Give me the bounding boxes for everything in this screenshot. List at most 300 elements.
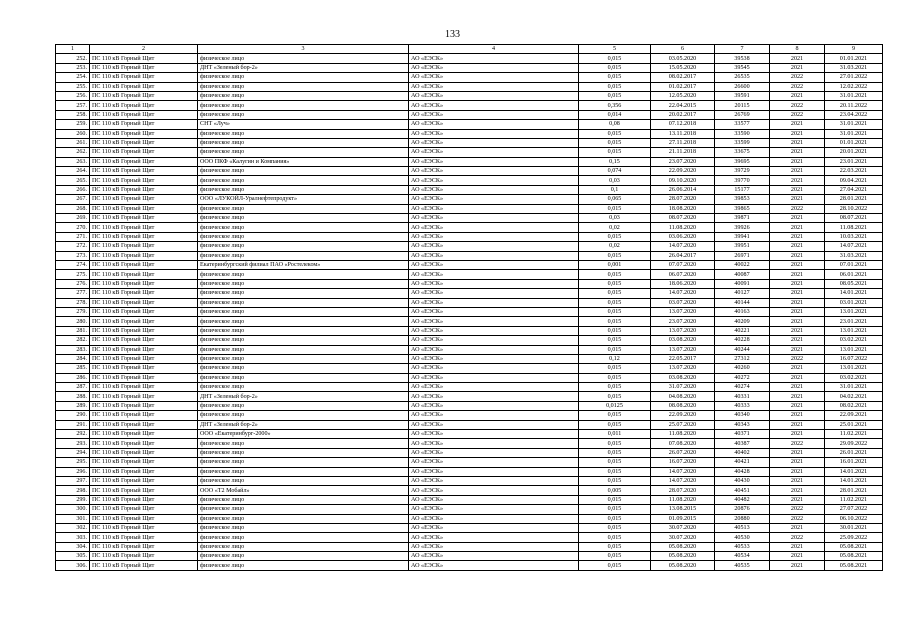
- deadline-cell: 26.01.2021: [825, 448, 883, 457]
- substation-cell: ПС 110 кВ Горный Щит: [90, 157, 198, 166]
- substation-cell: ПС 110 кВ Горный Щит: [90, 467, 198, 476]
- year-cell: 2021: [770, 542, 825, 551]
- deadline-cell: 31.01.2021: [825, 91, 883, 100]
- power-cell: 0,015: [579, 420, 651, 429]
- applicant-cell: физическое лицо: [198, 91, 409, 100]
- row-number-cell: 298.: [56, 486, 90, 495]
- deadline-cell: 13.01.2021: [825, 307, 883, 316]
- power-cell: 0,015: [579, 495, 651, 504]
- deadline-cell: 05.08.2021: [825, 542, 883, 551]
- table-row: [56, 439, 883, 448]
- deadline-cell: 27.01.2022: [825, 73, 883, 82]
- power-cell: 0,015: [579, 279, 651, 288]
- year-cell: 2021: [770, 523, 825, 532]
- year-cell: 2021: [770, 458, 825, 467]
- substation-cell: ПС 110 кВ Горный Щит: [90, 552, 198, 561]
- row-number-cell: 295.: [56, 458, 90, 467]
- power-cell: 0,015: [579, 476, 651, 485]
- substation-cell: ПС 110 кВ Горный Щит: [90, 289, 198, 298]
- application-date-cell: 06.07.2020: [651, 270, 715, 279]
- year-cell: 2021: [770, 223, 825, 232]
- application-date-cell: 28.07.2020: [651, 486, 715, 495]
- header-cell: 7: [715, 45, 770, 54]
- table-row: [56, 354, 883, 363]
- application-date-cell: 08.08.2020: [651, 401, 715, 410]
- grid-company-cell: АО «ЕЭСК»: [409, 336, 579, 345]
- applicant-cell: физическое лицо: [198, 561, 409, 570]
- contract-number-cell: 40428: [715, 467, 770, 476]
- table-row: [56, 345, 883, 354]
- substation-cell: ПС 110 кВ Горный Щит: [90, 448, 198, 457]
- grid-company-cell: АО «ЕЭСК»: [409, 167, 579, 176]
- deadline-cell: 14.01.2021: [825, 476, 883, 485]
- contract-number-cell: 40535: [715, 561, 770, 570]
- row-number-cell: 255.: [56, 82, 90, 91]
- table-row: [56, 383, 883, 392]
- deadline-cell: 23.01.2021: [825, 317, 883, 326]
- grid-company-cell: АО «ЕЭСК»: [409, 448, 579, 457]
- power-cell: 0,015: [579, 533, 651, 542]
- row-number-cell: 296.: [56, 467, 90, 476]
- header-cell: 2: [90, 45, 198, 54]
- table-row: [56, 204, 883, 213]
- row-number-cell: 278.: [56, 298, 90, 307]
- table-row: [56, 129, 883, 138]
- contract-number-cell: 39545: [715, 63, 770, 72]
- power-cell: 0,015: [579, 505, 651, 514]
- row-number-cell: 263.: [56, 157, 90, 166]
- power-cell: 0,02: [579, 223, 651, 232]
- application-date-cell: 13.07.2020: [651, 364, 715, 373]
- grid-company-cell: АО «ЕЭСК»: [409, 354, 579, 363]
- substation-cell: ПС 110 кВ Горный Щит: [90, 185, 198, 194]
- table-row: [56, 298, 883, 307]
- grid-company-cell: АО «ЕЭСК»: [409, 289, 579, 298]
- substation-cell: ПС 110 кВ Горный Щит: [90, 561, 198, 570]
- grid-company-cell: АО «ЕЭСК»: [409, 439, 579, 448]
- row-number-cell: 266.: [56, 185, 90, 194]
- table-row: [56, 279, 883, 288]
- year-cell: 2021: [770, 279, 825, 288]
- table-row: [56, 561, 883, 570]
- row-number-cell: 306.: [56, 561, 90, 570]
- table-row: [56, 214, 883, 223]
- row-number-cell: 305.: [56, 552, 90, 561]
- grid-company-cell: АО «ЕЭСК»: [409, 120, 579, 129]
- contract-number-cell: 39538: [715, 54, 770, 63]
- applicant-cell: физическое лицо: [198, 552, 409, 561]
- deadline-cell: 01.01.2021: [825, 54, 883, 63]
- application-date-cell: 11.08.2020: [651, 430, 715, 439]
- deadline-cell: 03.02.2021: [825, 373, 883, 382]
- row-number-cell: 275.: [56, 270, 90, 279]
- table-row: [56, 82, 883, 91]
- power-cell: 0,015: [579, 148, 651, 157]
- application-date-cell: 05.08.2020: [651, 542, 715, 551]
- row-number-cell: 303.: [56, 533, 90, 542]
- year-cell: 2021: [770, 289, 825, 298]
- application-date-cell: 05.08.2020: [651, 561, 715, 570]
- application-date-cell: 14.07.2020: [651, 467, 715, 476]
- year-cell: 2022: [770, 354, 825, 363]
- application-date-cell: 14.07.2020: [651, 242, 715, 251]
- deadline-cell: 27.04.2021: [825, 185, 883, 194]
- year-cell: 2022: [770, 73, 825, 82]
- substation-cell: ПС 110 кВ Горный Щит: [90, 542, 198, 551]
- year-cell: 2021: [770, 185, 825, 194]
- substation-cell: ПС 110 кВ Горный Щит: [90, 54, 198, 63]
- application-date-cell: 03.05.2020: [651, 54, 715, 63]
- contract-number-cell: 40340: [715, 411, 770, 420]
- contract-number-cell: 20876: [715, 505, 770, 514]
- grid-company-cell: АО «ЕЭСК»: [409, 345, 579, 354]
- substation-cell: ПС 110 кВ Горный Щит: [90, 420, 198, 429]
- deadline-cell: 06.10.2022: [825, 514, 883, 523]
- table-row: [56, 317, 883, 326]
- year-cell: 2021: [770, 91, 825, 100]
- grid-company-cell: АО «ЕЭСК»: [409, 364, 579, 373]
- deadline-cell: 14.01.2021: [825, 467, 883, 476]
- deadline-cell: 20.11.2022: [825, 101, 883, 110]
- application-date-cell: 14.07.2020: [651, 476, 715, 485]
- year-cell: 2021: [770, 495, 825, 504]
- applicant-cell: физическое лицо: [198, 279, 409, 288]
- deadline-cell: 31.01.2021: [825, 129, 883, 138]
- applicant-cell: физическое лицо: [198, 167, 409, 176]
- power-cell: 0,015: [579, 542, 651, 551]
- row-number-cell: 257.: [56, 101, 90, 110]
- power-cell: 0,03: [579, 176, 651, 185]
- power-cell: 0,015: [579, 336, 651, 345]
- application-date-cell: 04.08.2020: [651, 392, 715, 401]
- grid-company-cell: АО «ЕЭСК»: [409, 54, 579, 63]
- substation-cell: ПС 110 кВ Горный Щит: [90, 129, 198, 138]
- contract-number-cell: 39865: [715, 204, 770, 213]
- header-cell: 4: [409, 45, 579, 54]
- year-cell: 2021: [770, 364, 825, 373]
- substation-cell: ПС 110 кВ Горный Щит: [90, 232, 198, 241]
- power-cell: 0,015: [579, 448, 651, 457]
- applicant-cell: физическое лицо: [198, 129, 409, 138]
- deadline-cell: 14.01.2021: [825, 289, 883, 298]
- grid-company-cell: АО «ЕЭСК»: [409, 204, 579, 213]
- contract-number-cell: 40022: [715, 260, 770, 269]
- contract-number-cell: 39941: [715, 232, 770, 241]
- applicant-cell: физическое лицо: [198, 354, 409, 363]
- application-date-cell: 09.10.2020: [651, 176, 715, 185]
- substation-cell: ПС 110 кВ Горный Щит: [90, 73, 198, 82]
- applicant-cell: СНТ «Луч»: [198, 120, 409, 129]
- header-cell: 5: [579, 45, 651, 54]
- header-cell: 3: [198, 45, 409, 54]
- application-date-cell: 03.06.2020: [651, 232, 715, 241]
- substation-cell: ПС 110 кВ Горный Щит: [90, 120, 198, 129]
- deadline-cell: 23.04.2022: [825, 110, 883, 119]
- grid-company-cell: АО «ЕЭСК»: [409, 505, 579, 514]
- substation-cell: ПС 110 кВ Горный Щит: [90, 317, 198, 326]
- applicant-cell: физическое лицо: [198, 326, 409, 335]
- applicant-cell: физическое лицо: [198, 345, 409, 354]
- year-cell: 2022: [770, 110, 825, 119]
- contract-number-cell: 20115: [715, 101, 770, 110]
- applicant-cell: физическое лицо: [198, 439, 409, 448]
- power-cell: 0,02: [579, 242, 651, 251]
- substation-cell: ПС 110 кВ Горный Щит: [90, 336, 198, 345]
- application-date-cell: 22.09.2020: [651, 411, 715, 420]
- application-date-cell: 30.07.2020: [651, 533, 715, 542]
- grid-company-cell: АО «ЕЭСК»: [409, 242, 579, 251]
- year-cell: 2021: [770, 138, 825, 147]
- table-row: [56, 364, 883, 373]
- applicant-cell: ООО «Екатеринбург-2000»: [198, 430, 409, 439]
- power-cell: 0,015: [579, 82, 651, 91]
- deadline-cell: 11.02.2021: [825, 430, 883, 439]
- deadline-cell: 03.01.2021: [825, 298, 883, 307]
- applicant-cell: физическое лицо: [198, 542, 409, 551]
- deadline-cell: 22.03.2021: [825, 167, 883, 176]
- row-number-cell: 282.: [56, 336, 90, 345]
- application-date-cell: 25.07.2020: [651, 420, 715, 429]
- table-row: [56, 63, 883, 72]
- year-cell: 2021: [770, 54, 825, 63]
- year-cell: 2021: [770, 401, 825, 410]
- power-cell: 0,074: [579, 167, 651, 176]
- table-row: [56, 138, 883, 147]
- grid-company-cell: АО «ЕЭСК»: [409, 279, 579, 288]
- grid-company-cell: АО «ЕЭСК»: [409, 223, 579, 232]
- row-number-cell: 292.: [56, 430, 90, 439]
- year-cell: 2021: [770, 157, 825, 166]
- table-row: [56, 195, 883, 204]
- grid-company-cell: АО «ЕЭСК»: [409, 495, 579, 504]
- power-cell: 0,015: [579, 345, 651, 354]
- applicant-cell: ДНТ «Зеленый бор-2»: [198, 420, 409, 429]
- grid-company-cell: АО «ЕЭСК»: [409, 392, 579, 401]
- year-cell: 2021: [770, 392, 825, 401]
- deadline-cell: 31.03.2021: [825, 251, 883, 260]
- year-cell: 2021: [770, 561, 825, 570]
- contract-number-cell: 26971: [715, 251, 770, 260]
- applicant-cell: физическое лицо: [198, 317, 409, 326]
- table-row: [56, 411, 883, 420]
- deadline-cell: 27.07.2022: [825, 505, 883, 514]
- substation-cell: ПС 110 кВ Горный Щит: [90, 270, 198, 279]
- table-row: [56, 289, 883, 298]
- grid-company-cell: АО «ЕЭСК»: [409, 138, 579, 147]
- row-number-cell: 300.: [56, 505, 90, 514]
- application-date-cell: 13.07.2020: [651, 326, 715, 335]
- deadline-cell: 01.01.2021: [825, 138, 883, 147]
- applicant-cell: ООО ПКФ «Калугин и Компания»: [198, 157, 409, 166]
- power-cell: 0,015: [579, 392, 651, 401]
- power-cell: 0,015: [579, 307, 651, 316]
- application-date-cell: 15.05.2020: [651, 63, 715, 72]
- application-date-cell: 13.07.2020: [651, 345, 715, 354]
- table-row: [56, 458, 883, 467]
- year-cell: 2021: [770, 317, 825, 326]
- year-cell: 2021: [770, 167, 825, 176]
- row-number-cell: 264.: [56, 167, 90, 176]
- power-cell: 0,015: [579, 129, 651, 138]
- table-row: [56, 242, 883, 251]
- row-number-cell: 271.: [56, 232, 90, 241]
- row-number-cell: 291.: [56, 420, 90, 429]
- substation-cell: ПС 110 кВ Горный Щит: [90, 458, 198, 467]
- applicant-cell: физическое лицо: [198, 101, 409, 110]
- year-cell: 2021: [770, 270, 825, 279]
- table-row: [56, 167, 883, 176]
- table-row: [56, 401, 883, 410]
- year-cell: 2021: [770, 326, 825, 335]
- table-row: [56, 326, 883, 335]
- table-row: [56, 120, 883, 129]
- substation-cell: ПС 110 кВ Горный Щит: [90, 411, 198, 420]
- contract-number-cell: 27312: [715, 354, 770, 363]
- substation-cell: ПС 110 кВ Горный Щит: [90, 476, 198, 485]
- applicant-cell: физическое лицо: [198, 458, 409, 467]
- power-cell: 0,015: [579, 73, 651, 82]
- deadline-cell: 16.01.2021: [825, 458, 883, 467]
- substation-cell: ПС 110 кВ Горный Щит: [90, 204, 198, 213]
- grid-company-cell: АО «ЕЭСК»: [409, 232, 579, 241]
- grid-company-cell: АО «ЕЭСК»: [409, 373, 579, 382]
- application-date-cell: 22.05.2017: [651, 354, 715, 363]
- application-date-cell: 31.07.2020: [651, 383, 715, 392]
- substation-cell: ПС 110 кВ Горный Щит: [90, 373, 198, 382]
- table-row: [56, 176, 883, 185]
- row-number-cell: 285.: [56, 364, 90, 373]
- table-row: [56, 110, 883, 119]
- power-cell: 0,015: [579, 232, 651, 241]
- year-cell: 2022: [770, 533, 825, 542]
- table-header-row: [56, 45, 883, 54]
- applicant-cell: физическое лицо: [198, 232, 409, 241]
- year-cell: 2022: [770, 101, 825, 110]
- year-cell: 2021: [770, 195, 825, 204]
- contract-number-cell: 33599: [715, 138, 770, 147]
- power-cell: 0,015: [579, 138, 651, 147]
- contract-number-cell: 40087: [715, 270, 770, 279]
- grid-company-cell: АО «ЕЭСК»: [409, 383, 579, 392]
- grid-company-cell: АО «ЕЭСК»: [409, 185, 579, 194]
- deadline-cell: 09.04.2021: [825, 176, 883, 185]
- application-date-cell: 26.07.2020: [651, 448, 715, 457]
- grid-company-cell: АО «ЕЭСК»: [409, 260, 579, 269]
- row-number-cell: 261.: [56, 138, 90, 147]
- substation-cell: ПС 110 кВ Горный Щит: [90, 326, 198, 335]
- substation-cell: ПС 110 кВ Горный Щит: [90, 195, 198, 204]
- substation-cell: ПС 110 кВ Горный Щит: [90, 148, 198, 157]
- substation-cell: ПС 110 кВ Горный Щит: [90, 251, 198, 260]
- deadline-cell: 25.09.2022: [825, 533, 883, 542]
- grid-company-cell: АО «ЕЭСК»: [409, 476, 579, 485]
- table-row: [56, 486, 883, 495]
- power-cell: 0,0125: [579, 401, 651, 410]
- row-number-cell: 293.: [56, 439, 90, 448]
- power-cell: 0,015: [579, 251, 651, 260]
- deadline-cell: 03.02.2021: [825, 336, 883, 345]
- contract-number-cell: 26769: [715, 110, 770, 119]
- grid-company-cell: АО «ЕЭСК»: [409, 307, 579, 316]
- deadline-cell: 11.08.2021: [825, 223, 883, 232]
- contract-number-cell: 40272: [715, 373, 770, 382]
- row-number-cell: 277.: [56, 289, 90, 298]
- applicant-cell: физическое лицо: [198, 373, 409, 382]
- table-row: [56, 157, 883, 166]
- grid-company-cell: АО «ЕЭСК»: [409, 157, 579, 166]
- contract-number-cell: 39926: [715, 223, 770, 232]
- deadline-cell: 12.02.2022: [825, 82, 883, 91]
- row-number-cell: 297.: [56, 476, 90, 485]
- application-date-cell: 11.08.2020: [651, 495, 715, 504]
- grid-company-cell: АО «ЕЭСК»: [409, 317, 579, 326]
- substation-cell: ПС 110 кВ Горный Щит: [90, 223, 198, 232]
- grid-company-cell: АО «ЕЭСК»: [409, 176, 579, 185]
- power-cell: 0,015: [579, 552, 651, 561]
- year-cell: 2021: [770, 307, 825, 316]
- applicant-cell: физическое лицо: [198, 495, 409, 504]
- table-row: [56, 54, 883, 63]
- row-number-cell: 267.: [56, 195, 90, 204]
- substation-cell: ПС 110 кВ Горный Щит: [90, 260, 198, 269]
- application-date-cell: 07.12.2018: [651, 120, 715, 129]
- substation-cell: ПС 110 кВ Горный Щит: [90, 307, 198, 316]
- power-cell: 0,015: [579, 439, 651, 448]
- grid-company-cell: АО «ЕЭСК»: [409, 129, 579, 138]
- grid-company-cell: АО «ЕЭСК»: [409, 251, 579, 260]
- row-number-cell: 254.: [56, 73, 90, 82]
- table-row: [56, 542, 883, 551]
- applicant-cell: физическое лицо: [198, 505, 409, 514]
- contract-number-cell: 39853: [715, 195, 770, 204]
- grid-company-cell: АО «ЕЭСК»: [409, 401, 579, 410]
- year-cell: 2021: [770, 129, 825, 138]
- deadline-cell: 08.07.2021: [825, 214, 883, 223]
- contract-number-cell: 40451: [715, 486, 770, 495]
- year-cell: 2021: [770, 420, 825, 429]
- power-cell: 0,015: [579, 298, 651, 307]
- power-cell: 0,015: [579, 467, 651, 476]
- applicant-cell: физическое лицо: [198, 523, 409, 532]
- contract-number-cell: 33675: [715, 148, 770, 157]
- row-number-cell: 284.: [56, 354, 90, 363]
- applicant-cell: физическое лицо: [198, 138, 409, 147]
- application-date-cell: 07.07.2020: [651, 260, 715, 269]
- contract-number-cell: 40482: [715, 495, 770, 504]
- table-row: [56, 232, 883, 241]
- power-cell: 0,015: [579, 514, 651, 523]
- contract-number-cell: 39871: [715, 214, 770, 223]
- year-cell: 2021: [770, 148, 825, 157]
- power-cell: 0,015: [579, 54, 651, 63]
- year-cell: 2021: [770, 411, 825, 420]
- contract-number-cell: 40221: [715, 326, 770, 335]
- grid-company-cell: АО «ЕЭСК»: [409, 430, 579, 439]
- applicant-cell: физическое лицо: [198, 448, 409, 457]
- row-number-cell: 276.: [56, 279, 90, 288]
- substation-cell: ПС 110 кВ Горный Щит: [90, 298, 198, 307]
- row-number-cell: 269.: [56, 214, 90, 223]
- application-date-cell: 23.07.2020: [651, 317, 715, 326]
- application-date-cell: 16.07.2020: [651, 458, 715, 467]
- contract-number-cell: 40371: [715, 430, 770, 439]
- grid-company-cell: АО «ЕЭСК»: [409, 523, 579, 532]
- row-number-cell: 279.: [56, 307, 90, 316]
- power-cell: 0,011: [579, 430, 651, 439]
- contract-number-cell: 40387: [715, 439, 770, 448]
- deadline-cell: 23.01.2021: [825, 157, 883, 166]
- applicant-cell: физическое лицо: [198, 82, 409, 91]
